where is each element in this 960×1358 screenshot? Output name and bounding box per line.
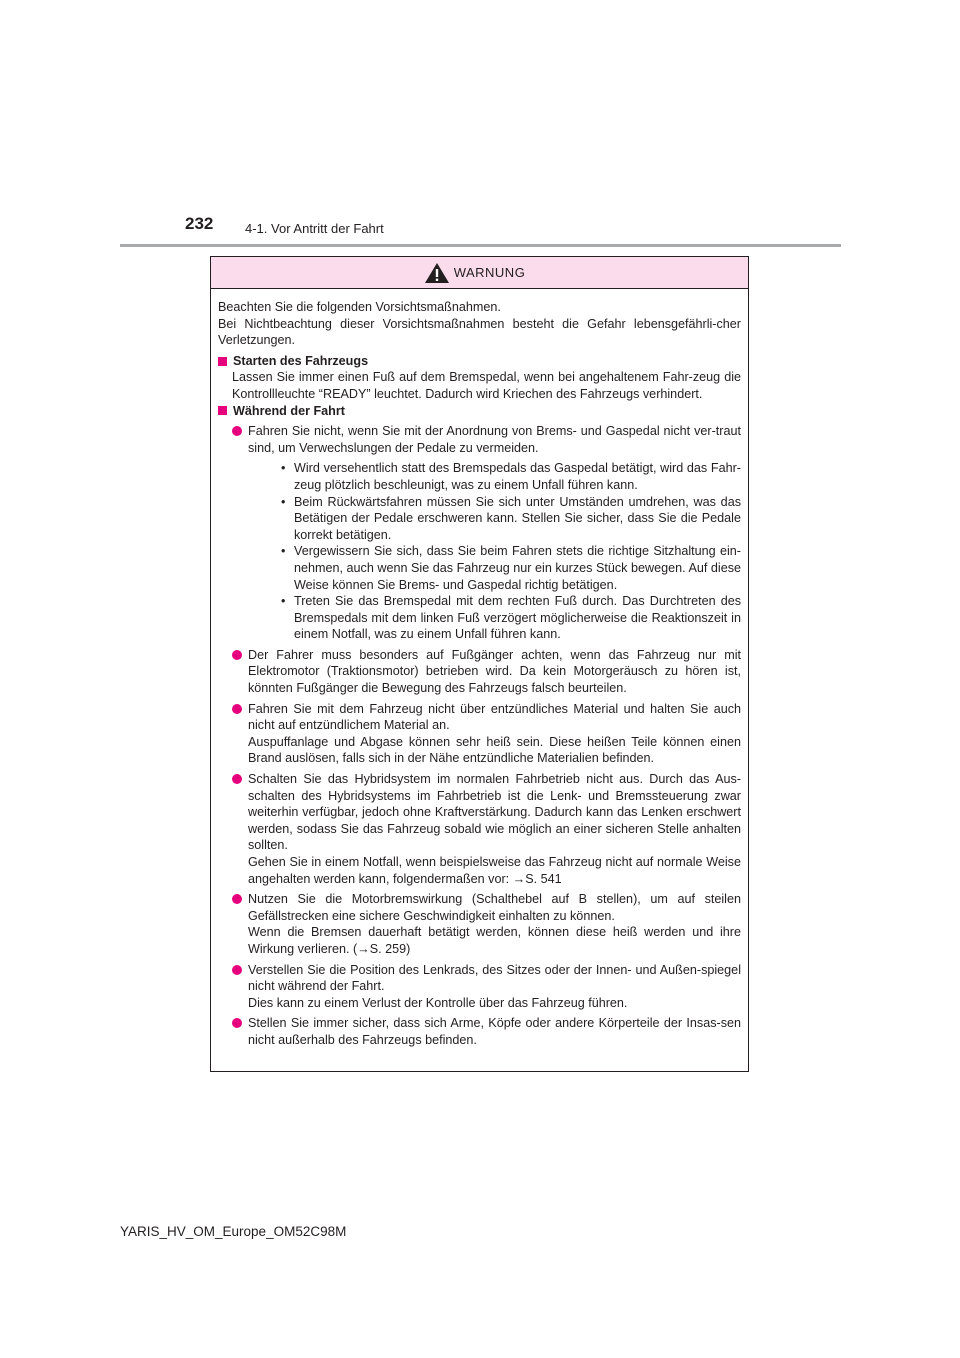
- sub-list-item: • Treten Sie das Bremspedal mit dem rechten Fuß durch. Das Durchtreten des Bremspedals mit dem linken Fuß verzögert möglicherweise die Reaktionszeit in einem Notfall, was zu einem Unfall führen kann.: [281, 594, 741, 642]
- section-text: Lassen Sie immer einen Fuß auf dem Bremspedal, wenn bei angehaltenem Fahr-zeug die Kontrollleuchte “READY” leuchtet. Dadurch wird Kriechen des Fahrzeugs verhindert.: [232, 370, 741, 401]
- circle-bullet-icon: [232, 774, 242, 784]
- circle-bullet-icon: [232, 894, 242, 904]
- bullet-text: Dies kann zu einem Verlust der Kontrolle über das Fahrzeug führen.: [248, 995, 628, 1010]
- section-title: 4-1. Vor Antritt der Fahrt: [245, 221, 384, 236]
- circle-bullet-icon: [232, 426, 242, 436]
- warning-triangle-icon: [424, 262, 450, 284]
- circle-bullet-icon: [232, 1018, 242, 1028]
- bullet-text: Stellen Sie immer sicher, dass sich Arme, Köpfe oder andere Körperteile der Insas-sen nicht außerhalb des Fahrzeugs befinden.: [248, 1016, 741, 1047]
- bullet-item: [218, 647, 741, 697]
- circle-bullet-icon: [232, 704, 242, 714]
- square-bullet-icon: [218, 357, 227, 366]
- bullet-item: [218, 891, 741, 957]
- intro-line: Beachten Sie die folgenden Vorsichtsmaßnahmen.: [218, 300, 501, 314]
- header-divider: [120, 244, 841, 247]
- warning-intro: [218, 299, 741, 349]
- page-number: 232: [185, 214, 214, 233]
- warning-body: [211, 289, 748, 1049]
- circle-bullet-icon: [232, 965, 242, 975]
- bullet-text: Auspuffanlage und Abgase können sehr heiß sein. Diese heißen Teile können einen Brand auslösen, falls sich in der Nähe entzündliche Materialien befinden.: [248, 734, 741, 766]
- warning-title: WARNUNG: [453, 265, 526, 280]
- bullet-text: Schalten Sie das Hybridsystem im normalen Fahrbetrieb nicht aus. Durch das Aus-schalten des Hybridsystems im Fahrbetrieb ist die Lenk- und Bremssteuerung zwar weiterhin verfügbar, jedoch ohne Kraftverstärkung. Dadurch kann das Lenken erschwert werden, sodass Sie das Fahrzeug sobald wie möglich an einer sicheren Stelle anhalten sollten.: [248, 772, 741, 853]
- sub-list: [248, 460, 741, 643]
- bullet-text: Der Fahrer muss besonders auf Fußgänger achten, wenn das Fahrzeug nur mit Elektromotor (Traktionsmotor) betrieben wird. Da kein Motorgeräusch zu hören ist, könnten Fußgänger die Bewegung des Fahrzeugs falsch beurteilen.: [248, 647, 741, 696]
- bullet-item: [218, 771, 741, 887]
- bullet-item: [218, 423, 741, 643]
- square-bullet-icon: [218, 406, 227, 415]
- intro-line: Bei Nichtbeachtung dieser Vorsichtsmaßnahmen besteht die Gefahr lebensgefährli-cher Verletzungen.: [218, 316, 741, 348]
- sub-list-item: • Beim Rückwärtsfahren müssen Sie sich unter Umständen umdrehen, was das Betätigen der Pedale erschweren kann. Stellen Sie sicher, dass Sie die Pedale korrekt betätigen.: [281, 494, 741, 542]
- section-heading-text: Starten des Fahrzeugs: [233, 353, 369, 368]
- bullet-item: [218, 1015, 741, 1048]
- section-heading-starting: [218, 353, 741, 370]
- bullet-text: Verstellen Sie die Position des Lenkrads, des Sitzes oder der Innen- und Außen-spiegel nicht während der Fahrt.: [248, 962, 741, 994]
- bullet-text: Wenn die Bremsen dauerhaft betätigt werden, können diese heiß werden und ihre Wirkung verlieren. (→S. 259): [248, 925, 741, 956]
- bullet-text: Fahren Sie nicht, wenn Sie mit der Anordnung von Brems- und Gaspedal nicht ver-traut sind, um Verwechslungen der Pedale zu vermeiden.: [248, 424, 741, 455]
- bullet-text: Fahren Sie mit dem Fahrzeug nicht über entzündliches Material und halten Sie auch nicht auf entzündlichem Material an.: [248, 701, 741, 733]
- sub-list-item: • Vergewissern Sie sich, dass Sie beim Fahren stets die richtige Sitzhaltung ein-nehmen, auch wenn Sie das Fahrzeug nur ein kurzes Stück bewegen. Auf diese Weise können Sie Brems- und Gaspedal richtig betätigen.: [281, 544, 741, 592]
- bullet-text: Nutzen Sie die Motorbremswirkung (Schalthebel auf B stellen), um auf steilen Gefällstrecken eine sichere Geschwindigkeit einhalten zu können.: [248, 892, 741, 923]
- bullet-text: Gehen Sie in einem Notfall, wenn beispielsweise das Fahrzeug nicht auf normale Weise angehalten werden kann, folgendermaßen vor: →S. 541: [248, 855, 741, 886]
- sub-list-item: • Wird versehentlich statt des Bremspedals das Gaspedal betätigt, wird das Fahr-zeug plötzlich beschleunigt, was zu einem Unfall führen kann.: [281, 461, 741, 492]
- bullet-item: [218, 962, 741, 1012]
- section-heading-driving: [218, 403, 741, 420]
- warning-box: [210, 256, 749, 1072]
- document-id: YARIS_HV_OM_Europe_OM52C98M: [120, 1224, 347, 1239]
- section-heading-text: Während der Fahrt: [233, 403, 345, 418]
- bullet-item: [218, 701, 741, 767]
- warning-header: [211, 257, 748, 289]
- circle-bullet-icon: [232, 650, 242, 660]
